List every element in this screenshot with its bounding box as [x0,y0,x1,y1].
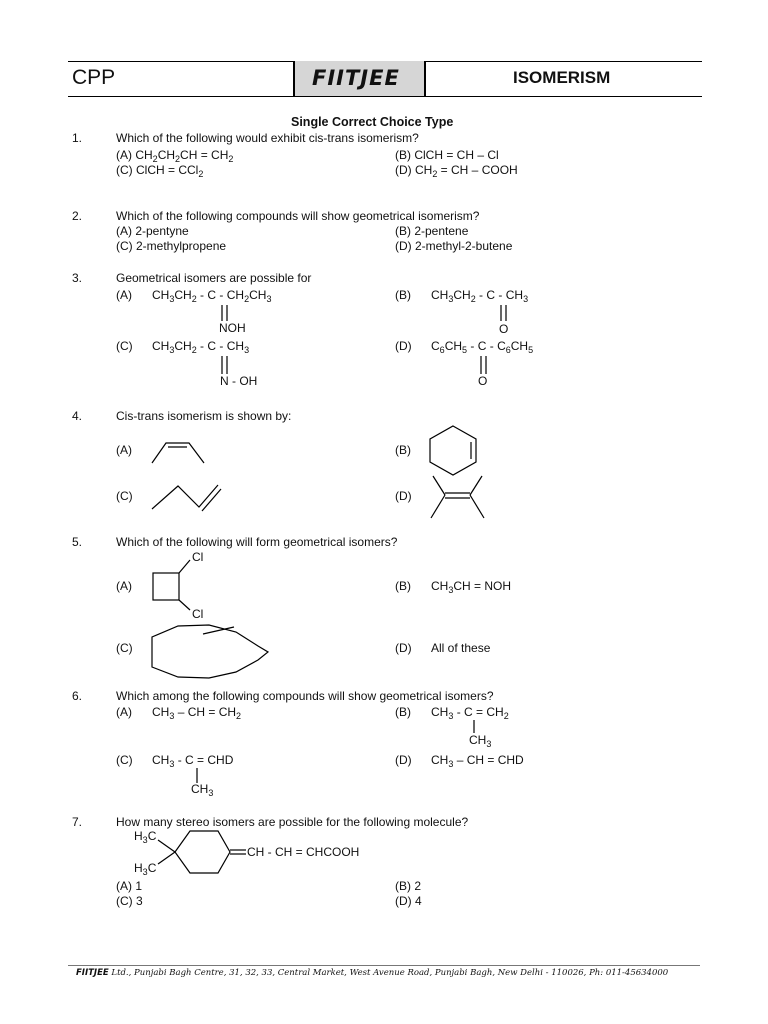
option-a-substituent: NOH [219,321,246,335]
header-right-title: ISOMERISM [513,68,611,87]
question-number: 7. [72,815,83,829]
option-b-label: (B) [395,288,411,302]
question-text: Geometrical isomers are possible for [116,271,312,285]
option-b-label: (B) [395,705,411,719]
option-b-formula: $CH_3CH_2$ - C - $CH_3$ [431,288,529,304]
option-d-label: (D) [395,753,412,767]
option-d-label: (D) [395,339,412,353]
option-b: (B) ClCH = CH – Cl [395,148,499,162]
option-d: (D) 4 [395,894,422,908]
option-a: (A) 2-pentyne [116,224,189,238]
question-number: 2. [72,209,83,223]
option-a-formula: $CH_3CH_2$ - C - $CH_2CH_3$ [152,288,272,304]
side-chain-label: CH - CH = CHCOOH [247,845,360,859]
option-c-label: (C) [116,641,133,655]
question-number: 4. [72,409,83,423]
question-text: Which of the following will form geometrical isomers? [116,535,398,549]
option-d-formula: $CH_3$ – CH = CHD [431,753,524,769]
option-d-label: (D) [395,641,412,655]
option-c: (C) ClCH = CCl$_2$ [116,163,204,179]
option-c-substituent: N - OH [220,374,258,388]
option-b-substituent: $CH_3$ [469,733,492,749]
footer-rule [68,965,700,966]
option-b-label: (B) [395,443,411,457]
header-left-title: CPP [72,66,116,89]
option-a: (A) 1 [116,879,143,893]
option-c-label: (C) [116,339,133,353]
option-b-label: (B) [395,579,411,593]
question-number: 6. [72,689,83,703]
option-a: (A) $CH_2CH_2CH = CH_2$ [116,148,234,164]
chlorine-bottom: Cl [192,607,204,621]
option-c: (C) 3 [116,894,143,908]
option-d: (D) 2-methyl-2-butene [395,239,513,253]
option-b-formula: $CH_3CH$ = NOH [431,579,512,595]
option-d-label: (D) [395,489,412,503]
option-c-label: (C) [116,753,133,767]
option-a-label: (A) [116,288,132,302]
option-b-substituent: O [499,322,509,336]
methyl-bottom-label: $H_3C$ [134,861,157,877]
section-title: Single Correct Choice Type [291,115,454,129]
footer-text: Ltd., Punjabi Bagh Centre, 31, 32, 33, Central Market, West Avenue Road, Punjabi Bagh, New Delhi - 110026, Ph: 011-45634000 [108,968,669,978]
option-c-formula: $CH_3CH_2$ - C - $CH_3$ [152,339,250,355]
question-text: Cis-trans isomerism is shown by: [116,409,292,423]
option-a-formula: $CH_3$ – CH = $CH_2$ [152,705,242,721]
header-bottom-rule [68,96,702,97]
option-d-formula: $C_6CH_5$ - C - $C_6CH_5$ [431,339,534,355]
option-c: (C) 2-methylpropene [116,239,227,253]
question-text: Which of the following would exhibit cis-trans isomerism? [116,131,419,145]
footer [76,968,668,978]
option-b: (B) 2-pentene [395,224,469,238]
option-d: (D) $CH_2$ = CH – COOH [395,163,518,179]
option-d-text: All of these [431,641,491,655]
option-a-label: (A) [116,705,132,719]
option-b: (B) 2 [395,879,422,893]
option-d-substituent: O [478,374,488,388]
option-c-substituent: $CH_3$ [191,782,214,798]
question-text: Which of the following compounds will show geometrical isomerism? [116,209,480,223]
option-a-label: (A) [116,579,132,593]
header-logo: FIITJEE [312,66,400,90]
question-text: How many stereo isomers are possible for the following molecule? [116,815,469,829]
cyclohexylidene-structure [0,0,1,1]
question-number: 1. [72,131,83,145]
methyl-top-label: $H_3C$ [134,829,157,845]
question-number: 3. [72,271,83,285]
option-b-formula: $CH_3 - C = CH_2$ [431,705,509,721]
chlorine-top: Cl [192,550,204,564]
option-c-label: (C) [116,489,133,503]
option-c-formula: $CH_3$ - C = CHD [152,753,234,769]
option-a-label: (A) [116,443,132,457]
question-number: 5. [72,535,83,549]
question-text: Which among the following compounds will show geometrical isomers? [116,689,494,703]
footer-logo: FIITJEE [76,968,109,978]
